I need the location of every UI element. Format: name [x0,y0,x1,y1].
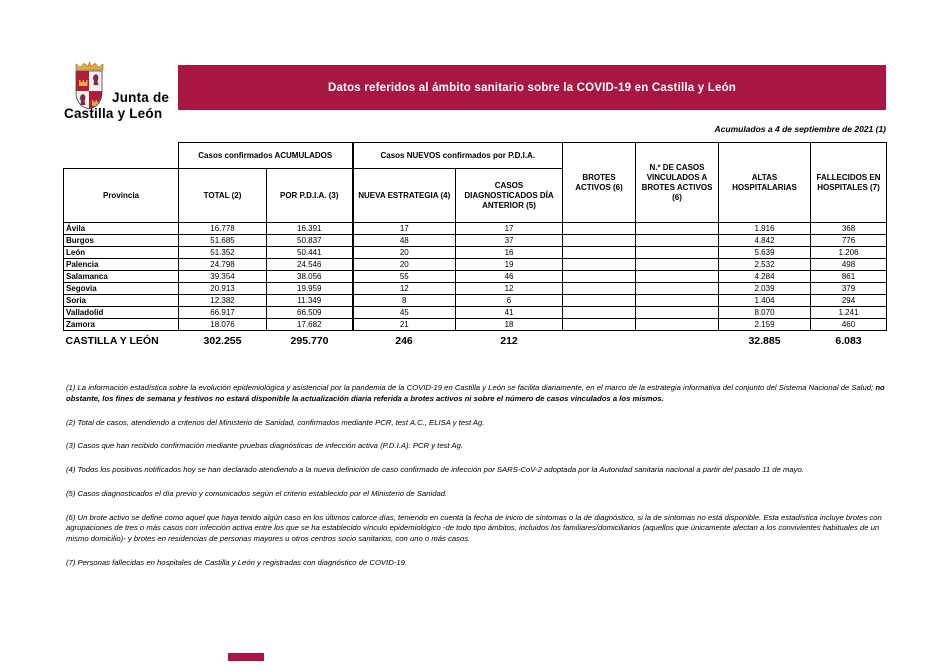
value-cell: 39.354 [179,271,267,283]
title-banner [178,65,886,110]
value-cell [636,247,719,259]
footnote: (3) Casos que han recibido confirmación mediante pruebas diagnósticas de infección activa (P.D.I.A): PCR y test Ag. [66,441,463,451]
province-cell: Valladolid [64,307,179,319]
value-cell: 20 [353,247,456,259]
col-header-nueva-estrategia: NUEVA ESTRATEGIA (4) [353,169,456,223]
value-cell [563,319,636,331]
covid-table [63,142,887,351]
total-cell: 302.255 [203,334,242,347]
value-cell [636,307,719,319]
value-cell [636,319,719,331]
total-cell: 32.885 [748,334,781,347]
col-header-total: TOTAL (2) [179,169,267,223]
col-header-vinculados: N.º DE CASOS VINCULADOS A BROTES ACTIVOS (6) [636,143,719,223]
table-row [64,223,887,235]
value-cell: 16.391 [267,223,353,235]
value-cell: 4.284 [719,271,811,283]
total-cell: 6.083 [835,334,862,347]
value-cell: 2.159 [719,319,811,331]
value-cell: 12 [456,283,563,295]
corner-cell [64,143,179,169]
table-row [64,307,887,319]
value-cell: 41 [456,307,563,319]
value-cell: 5.639 [719,247,811,259]
footnote: (5) Casos diagnosticados el día previo y comunicados según el criterio establecido por el Ministerio de Sanidad. [66,488,448,498]
value-cell: 19 [456,259,563,271]
value-cell: 368 [811,223,887,235]
value-cell: 17 [353,223,456,235]
logo-text-line2: Castilla y León [64,106,163,121]
value-cell: 379 [811,283,887,295]
footnotes [66,383,888,582]
footnote: (7) Personas fallecidas en hospitales de Castilla y León y registradas con diagnóstico de COVID-19. [66,558,407,568]
col-header-provincia: Provincia [64,169,179,223]
province-cell: Segovia [64,283,179,295]
value-cell: 6 [456,295,563,307]
value-cell [563,283,636,295]
value-cell: 16 [456,247,563,259]
total-cell [636,331,719,351]
value-cell: 1.206 [811,247,887,259]
value-cell: 24.546 [267,259,353,271]
value-cell: 1.404 [719,295,811,307]
group-header-new-pdia: Casos NUEVOS confirmados por P.D.I.A. [353,143,563,169]
value-cell: 17 [456,223,563,235]
value-cell: 1.916 [719,223,811,235]
value-cell: 51.352 [179,247,267,259]
value-cell [563,235,636,247]
value-cell: 37 [456,235,563,247]
value-cell: 38.056 [267,271,353,283]
value-cell: 66.509 [267,307,353,319]
covid-table-wrap [63,142,886,351]
value-cell: 51.685 [179,235,267,247]
col-header-brotes: BROTES ACTIVOS (6) [563,143,636,223]
value-cell: 11.349 [267,295,353,307]
table-row [64,259,887,271]
value-cell: 20.913 [179,283,267,295]
table-body [64,223,887,331]
value-cell [563,271,636,283]
total-cell [563,331,636,351]
value-cell: 55 [353,271,456,283]
value-cell: 1.241 [811,307,887,319]
footnote: (4) Todos los positivos notificados hoy se han declarado atendiendo a la nueva definición de caso confirmado de infección por SARS-CoV-2 adoptada por la Autoridad sanitaria nacional a partir del pasado 11 de mayo. [66,465,804,475]
value-cell: 48 [353,235,456,247]
value-cell [563,307,636,319]
value-cell: 66.917 [179,307,267,319]
group-header-accumulated: Casos confirmados ACUMULADOS [179,143,353,169]
logo-text-line1: Junta de [112,90,170,105]
accumulated-date-note: Acumulados a 4 de septiembre de 2021 (1) [714,124,886,134]
value-cell [636,223,719,235]
value-cell [563,247,636,259]
value-cell: 776 [811,235,887,247]
table-row [64,235,887,247]
table-row [64,271,887,283]
col-header-altas: ALTAS HOSPITALARIAS [719,143,811,223]
value-cell [636,283,719,295]
value-cell: 16.778 [179,223,267,235]
value-cell [563,223,636,235]
value-cell: 21 [353,319,456,331]
value-cell: 4.842 [719,235,811,247]
value-cell: 50.441 [267,247,353,259]
value-cell: 45 [353,307,456,319]
col-header-fallecidos: FALLECIDOS EN HOSPITALES (7) [811,143,887,223]
value-cell: 8 [353,295,456,307]
table-row [64,319,887,331]
value-cell: 12.382 [179,295,267,307]
value-cell [636,259,719,271]
province-cell: Soria [64,295,179,307]
value-cell: 2.532 [719,259,811,271]
value-cell: 12 [353,283,456,295]
footer-red-bar [228,653,264,661]
value-cell: 17.682 [267,319,353,331]
value-cell: 24.798 [179,259,267,271]
page-title: Datos referidos al ámbito sanitario sobre la COVID-19 en Castilla y León [327,81,737,94]
value-cell: 861 [811,271,887,283]
value-cell: 294 [811,295,887,307]
province-cell: Ávila [64,223,179,235]
col-header-casos-diag: CASOS DIAGNOSTICADOS DÍA ANTERIOR (5) [456,169,563,223]
value-cell: 8.070 [719,307,811,319]
value-cell [636,271,719,283]
value-cell: 2.039 [719,283,811,295]
table-row [64,295,887,307]
total-row-label: CASTILLA Y LEÓN [65,334,159,347]
value-cell [636,295,719,307]
value-cell: 50.837 [267,235,353,247]
province-cell: León [64,247,179,259]
total-cell: 212 [500,334,518,347]
footnote: (6) Un brote activo se define como aquel que haya tenido algún caso en los últimos catorce días, teniendo en cuenta la fecha de inicio de síntomas o la de diagnóstico, si la de síntomas no está disponible. Esta estadística incluye brotes con agrupaciones de tres o más casos con infección activa entre los que se ha establecido vínculo epidemiológico -de todo tipo ámbitos, incluidos los familiares/domiciliarios (aquellos que únicamente afectan a los convivientes habituales de un mismo domicilio)- y brotes en residencias de personas mayores u otros centros socio sanitarios, con uno o más casos. [66,512,882,544]
value-cell: 460 [811,319,887,331]
value-cell [636,235,719,247]
province-cell: Salamanca [64,271,179,283]
value-cell [563,259,636,271]
value-cell: 18.076 [179,319,267,331]
province-cell: Zamora [64,319,179,331]
total-cell: 246 [395,334,413,347]
total-cell: 295.770 [290,334,329,347]
total-row [64,331,887,351]
value-cell: 19.959 [267,283,353,295]
footnote: (2) Total de casos, atendiendo a criterios del Ministerio de Sanidad, confirmados mediante PCR, test A.C., ELISA y test Ag. [66,417,485,427]
value-cell: 20 [353,259,456,271]
value-cell: 498 [811,259,887,271]
province-cell: Palencia [64,259,179,271]
value-cell: 18 [456,319,563,331]
footnote: (1) La información estadística sobre la evolución epidemiológica y asistencial por la pandemia de la COVID-19 en Castilla y León se facilita diariamente, en el marco de la estrategia informativa del conjunto del Sistema Nacional de Salud; no obstante, los fines de semana y festivos no estará disponible la actualización diaria referida a brotes activos ni sobre el número de casos vinculados a los mismos. [66,383,885,403]
value-cell [563,295,636,307]
province-cell: Burgos [64,235,179,247]
table-row [64,283,887,295]
table-row [64,247,887,259]
table-group-header-row [64,143,887,169]
col-header-por-pdia: POR P.D.I.A. (3) [267,169,353,223]
value-cell: 46 [456,271,563,283]
